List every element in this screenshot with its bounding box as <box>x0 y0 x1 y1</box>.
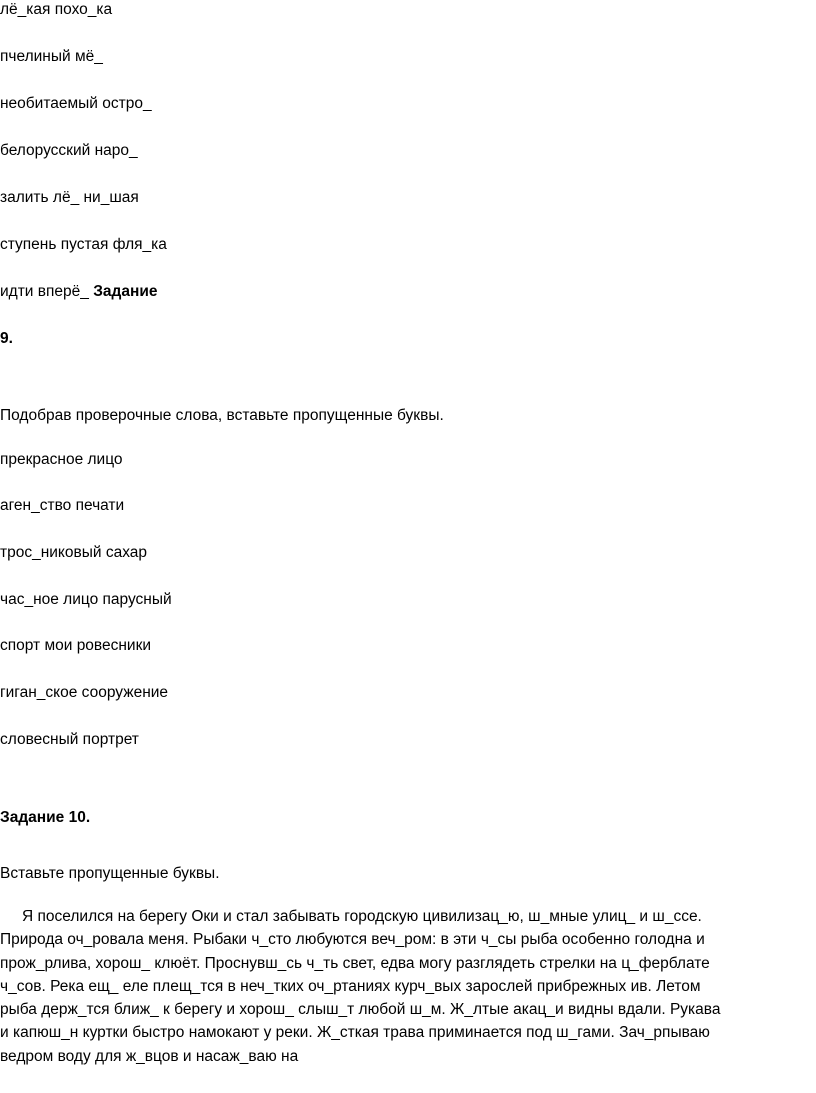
task10-text-line-1: Я поселился на берегу Оки и стал забывать городскую цивилизац_ю, ш_мные улиц_ и ш_ссе. <box>22 908 702 925</box>
task10-text-line-6: и капюш_н куртки быстро намокают у реки. Ж_сткая трава приминается под ш_гами. Зач_рпываю <box>0 1024 710 1042</box>
task9-word-4: час_ное лицо парусный <box>0 591 172 608</box>
task10-instruction: Вставьте пропущенные буквы. <box>0 865 220 882</box>
word-item-2: пчелиный мё_ <box>0 48 103 65</box>
task10-text-line-3: прож_рлива, хорош_ клюёт. Проснувш_сь ч_ть свет, едва могу разглядеть стрелки на ц_ферблате <box>0 954 710 972</box>
task9-word-2: аген_ство печати <box>0 497 125 514</box>
task9-instruction: Подобрав проверочные слова, вставьте пропущенные буквы. <box>0 407 444 424</box>
task10-text-line-5: рыба держ_тся ближ_ к берегу и хорош_ слыш_т любой ш_м. Ж_лтые акац_и видны вдали. Рукава <box>0 1001 721 1019</box>
task9-word-3: трос_никовый сахар <box>0 544 148 561</box>
task10-heading: Задание 10. <box>0 809 91 826</box>
task9-heading-part2: 9. <box>0 330 13 347</box>
word-item-7-with-task9-heading <box>0 282 158 302</box>
task10-text-line-2: Природа оч_ровала меня. Рыбаки ч_сто любуются веч_ром: в эти ч_сы рыба особенно голодна и <box>0 931 705 949</box>
task10-text <box>0 905 750 1068</box>
task10-text-line-7: ведром воду для ж_вцов и насаж_ваю на <box>0 1047 299 1065</box>
task9-word-6: гиган_ское сооружение <box>0 684 169 701</box>
word-item-5: залить лё_ ни_шая <box>0 189 139 206</box>
task9-word-1: прекрасное лицо <box>0 451 123 468</box>
task10-text-line-4: ч_сов. Река ещ_ еле плещ_тся в неч_тких оч_ртаниях курч_вых зарослей прибрежных ив. Летом <box>0 977 701 995</box>
word-item-6: ступень пустая фля_ка <box>0 236 167 253</box>
task9-heading-part1: Задание <box>93 283 158 300</box>
word-item-7: идти вперё_ <box>0 283 89 300</box>
word-item-1: лё_кая похо_ка <box>0 1 113 18</box>
word-item-3: необитаемый остро_ <box>0 95 152 112</box>
word-item-4: белорусский наро_ <box>0 142 138 159</box>
task9-word-7: словесный портрет <box>0 731 139 748</box>
task9-word-5: спорт мои ровесники <box>0 637 152 654</box>
